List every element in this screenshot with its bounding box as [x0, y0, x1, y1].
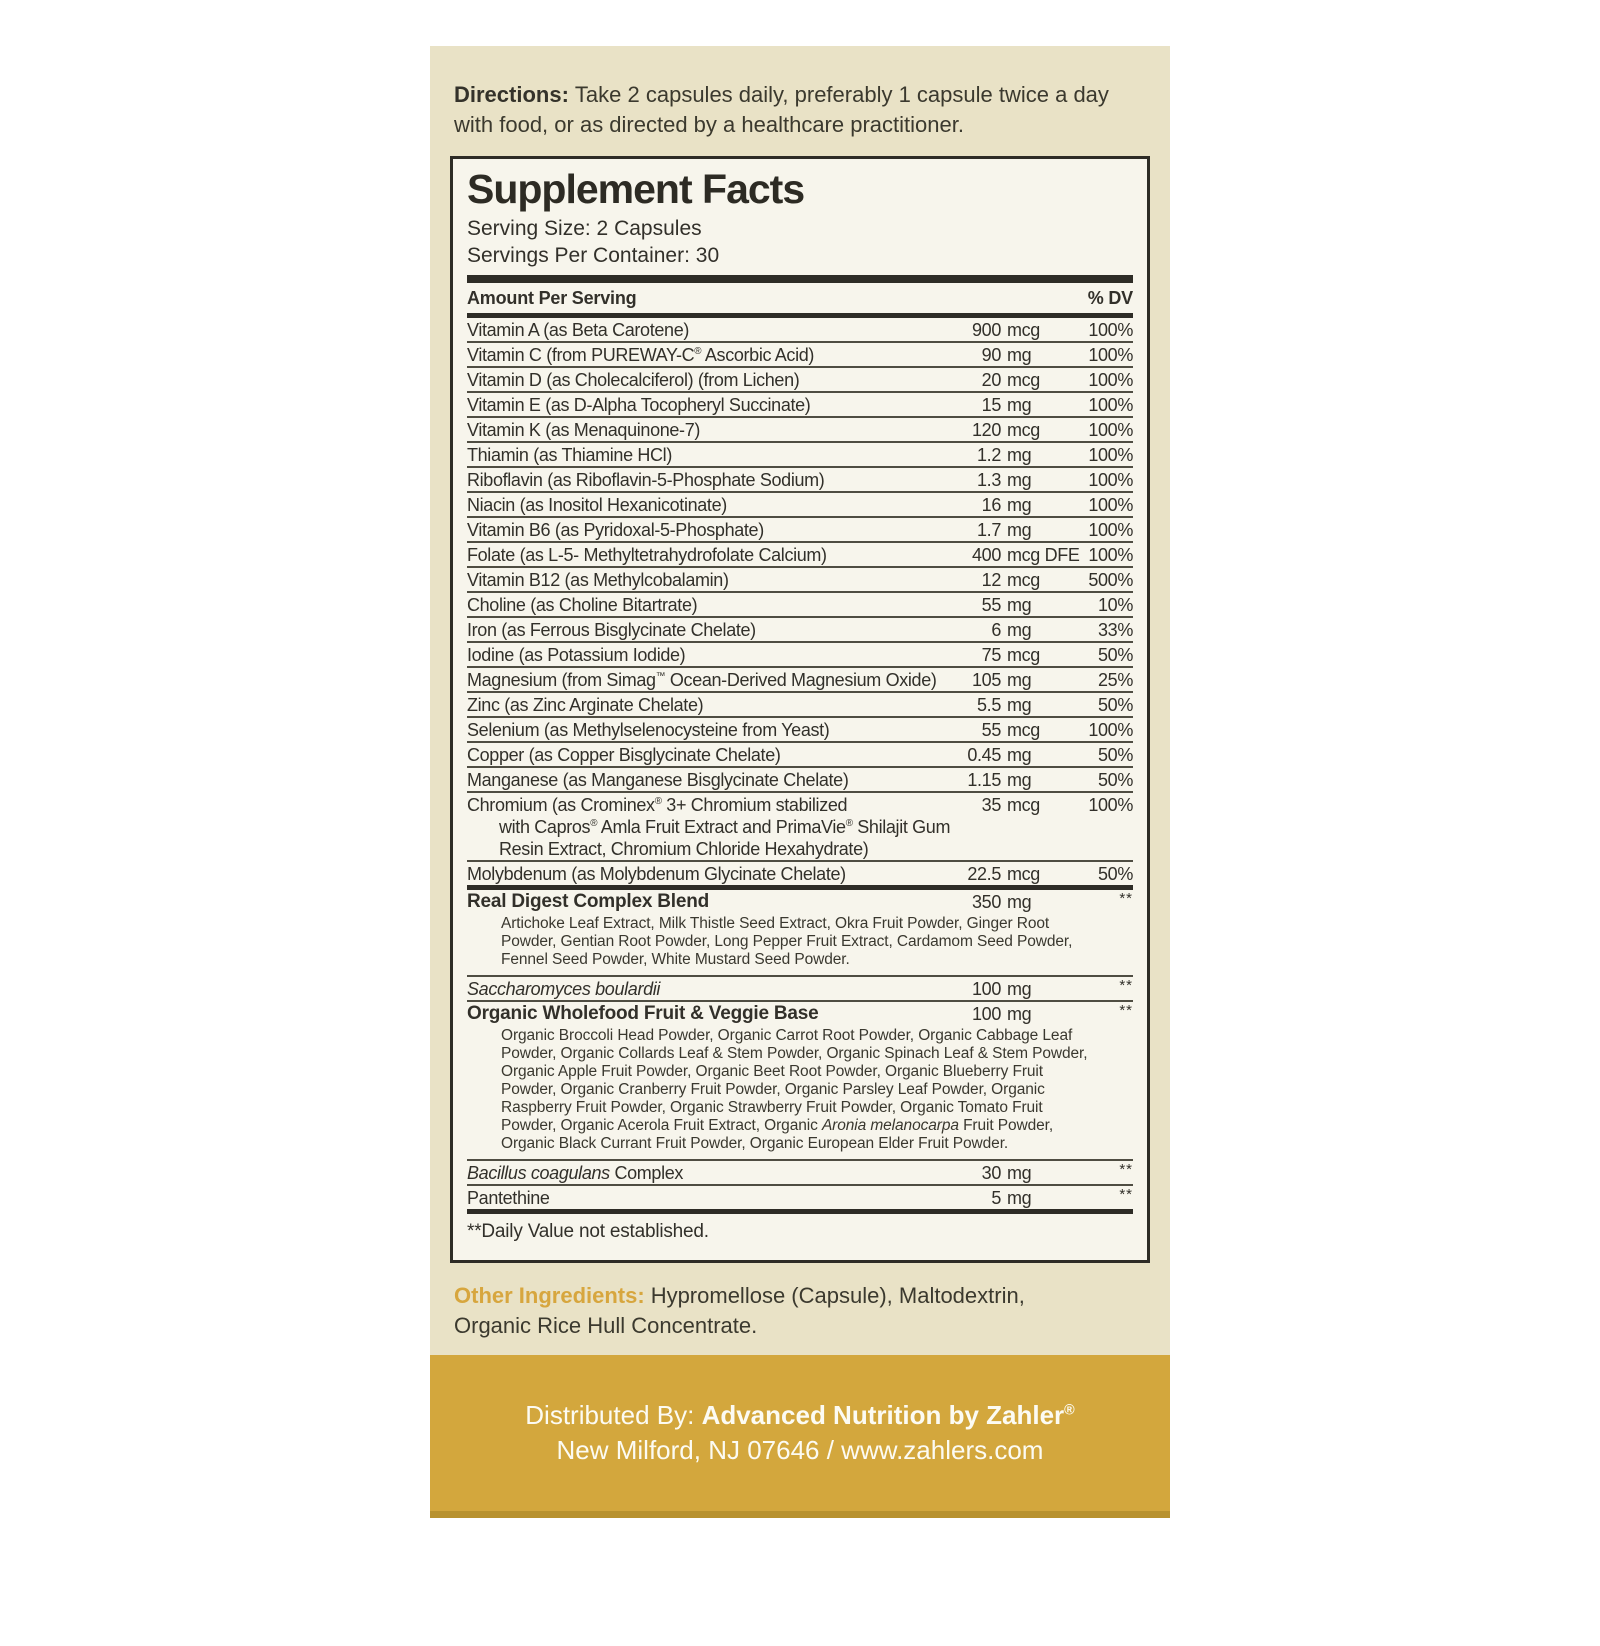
amount-unit: mcg	[1007, 645, 1040, 665]
supplement-facts-panel	[450, 156, 1150, 1263]
ingredient-amount	[959, 695, 1079, 715]
fact-row	[467, 718, 1133, 741]
fact-row	[467, 768, 1133, 791]
ingredient-dv: 100%	[1088, 720, 1133, 740]
servings-per-container: Servings Per Container: 30	[467, 244, 720, 267]
ingredient-name: Selenium (as Methylselenocysteine from Yeast)	[467, 720, 830, 740]
ingredient-amount	[959, 570, 1079, 590]
dv-header: % DV	[1087, 288, 1133, 308]
amount-unit: mg	[1007, 595, 1032, 615]
ingredient-dv: 100%	[1088, 445, 1133, 465]
distributor-line2: New Milford, NJ 07646 / www.zahlers.com	[556, 1435, 1044, 1465]
ingredient-name: Magnesium (from Simag™ Ocean-Derived Magnesium Oxide)	[467, 670, 937, 690]
ingredient-dv: 10%	[1098, 595, 1133, 615]
fact-row	[467, 418, 1133, 441]
ingredient-name: Manganese (as Manganese Bisglycinate Chelate)	[467, 770, 849, 790]
amount-unit: mcg	[1007, 570, 1040, 590]
amount-number: 1.2	[977, 445, 1001, 465]
ingredient-name-continued: with Capros® Amla Fruit Extract and PrimaVie® Shilajit Gum	[499, 817, 951, 837]
ingredient-dv: **	[1119, 1002, 1133, 1019]
fact-row	[467, 568, 1133, 591]
ingredient-dv: **	[1119, 890, 1133, 907]
fact-row	[467, 318, 1133, 341]
fact-rows	[467, 318, 1133, 1214]
ingredient-amount	[959, 1004, 1079, 1024]
amount-unit: mg	[1007, 1163, 1032, 1183]
ingredient-amount	[959, 670, 1079, 690]
fact-row	[467, 643, 1133, 666]
other-ingredients-text: Hypromellose (Capsule), Maltodextrin, Organic Rice Hull Concentrate.	[454, 1283, 1025, 1338]
ingredient-amount	[959, 520, 1079, 540]
ingredient-dv: 25%	[1098, 670, 1133, 690]
ingredient-name: Folate (as L-5- Methyltetrahydrofolate Calcium)	[467, 545, 827, 565]
amount-unit: mg	[1007, 892, 1032, 912]
directions-label: Directions:	[454, 82, 569, 107]
amount-number: 5.5	[977, 695, 1001, 715]
ingredient-dv: 100%	[1088, 795, 1133, 815]
ingredient-name: Pantethine	[467, 1188, 550, 1208]
ingredient-dv: 100%	[1088, 320, 1133, 340]
directions	[430, 46, 1140, 156]
fact-row	[467, 518, 1133, 541]
ingredient-name: Iron (as Ferrous Bisglycinate Chelate)	[467, 620, 756, 640]
blend-components: Artichoke Leaf Extract, Milk Thistle Seed Extract, Okra Fruit Powder, Ginger Root Powder, Gentian Root Powder, Long Pepper Fruit Extract, Cardamom Seed Powder, Fennel Seed Powder, White Mustard Seed Powder.	[501, 915, 1073, 968]
ingredient-name: Vitamin K (as Menaquinone-7)	[467, 420, 700, 440]
amount-number: 100	[972, 979, 1001, 999]
ingredient-amount	[959, 470, 1079, 490]
distributor-line1	[525, 1398, 1074, 1433]
ingredient-name: Vitamin A (as Beta Carotene)	[467, 320, 689, 340]
amount-number: 90	[981, 345, 1001, 365]
ingredient-name-continued: Resin Extract, Chromium Chloride Hexahydrate)	[499, 839, 869, 859]
amount-number: 100	[972, 1004, 1001, 1024]
ingredient-dv: 50%	[1098, 645, 1133, 665]
ingredient-name: Vitamin D (as Cholecalciferol) (from Lichen)	[467, 370, 800, 390]
amount-number: 55	[981, 595, 1001, 615]
ingredient-dv: 33%	[1098, 620, 1133, 640]
ingredient-amount	[959, 1163, 1079, 1183]
fact-row	[467, 593, 1133, 616]
ingredient-dv: 50%	[1098, 745, 1133, 765]
other-ingredients-label: Other Ingredients:	[454, 1283, 645, 1308]
ingredient-name: Vitamin C (from PUREWAY-C® Ascorbic Acid)	[467, 345, 815, 365]
ingredient-amount	[959, 770, 1079, 790]
amount-unit: mg	[1007, 445, 1032, 465]
fact-row	[467, 890, 1133, 913]
fact-row	[467, 443, 1133, 466]
amount-number: 1.3	[977, 470, 1001, 490]
fact-row	[467, 368, 1133, 391]
amount-number: 16	[981, 495, 1001, 515]
amount-number: 1.7	[977, 520, 1001, 540]
ingredient-amount	[959, 645, 1079, 665]
amount-per-serving-header: Amount Per Serving	[467, 288, 637, 308]
panel-title: Supplement Facts	[467, 166, 805, 212]
amount-number: 120	[972, 420, 1001, 440]
ingredient-amount	[959, 445, 1079, 465]
amount-number: 12	[981, 570, 1001, 590]
ingredient-name: Zinc (as Zinc Arginate Chelate)	[467, 695, 704, 715]
amount-unit: mg	[1007, 395, 1032, 415]
ingredient-name: Vitamin E (as D-Alpha Tocopheryl Succinate)	[467, 395, 811, 415]
ingredient-name: Organic Wholefood Fruit & Veggie Base	[467, 1003, 819, 1024]
amount-unit: mcg	[1007, 320, 1040, 340]
ingredient-amount	[959, 795, 1079, 815]
amount-unit: mcg	[1007, 720, 1040, 740]
ingredient-dv: 500%	[1088, 570, 1133, 590]
ingredient-dv: 100%	[1088, 420, 1133, 440]
ingredient-name: Real Digest Complex Blend	[467, 891, 710, 912]
amount-unit: mg	[1007, 1004, 1032, 1024]
fact-row	[467, 743, 1133, 766]
ingredient-name: Riboflavin (as Riboflavin-5-Phosphate Sodium)	[467, 470, 825, 490]
distributed-by-label: Distributed By:	[525, 1400, 702, 1430]
ingredient-amount	[959, 395, 1079, 415]
amount-number: 350	[972, 892, 1001, 912]
ingredient-name: Molybdenum (as Molybdenum Glycinate Chelate)	[467, 864, 846, 884]
ingredient-name: Iodine (as Potassium Iodide)	[467, 645, 686, 665]
supplement-label	[430, 46, 1170, 1518]
ingredient-name: Choline (as Choline Bitartrate)	[467, 595, 698, 615]
distributor-band	[430, 1355, 1170, 1518]
fact-row	[467, 618, 1133, 641]
amount-number: 20	[981, 370, 1001, 390]
amount-unit: mg	[1007, 620, 1032, 640]
amount-number: 35	[981, 795, 1001, 815]
amount-number: 6	[991, 620, 1001, 640]
fact-row	[467, 1186, 1133, 1209]
fact-row	[467, 862, 1133, 885]
amount-number: 30	[981, 1163, 1001, 1183]
ingredient-dv: **	[1119, 1161, 1133, 1178]
ingredient-dv: **	[1119, 1186, 1133, 1203]
blend-components: Organic Broccoli Head Powder, Organic Carrot Root Powder, Organic Cabbage Leaf Powder, Organic Collards Leaf & Stem Powder, Organic Spinach Leaf & Stem Powder, Organic Apple Fruit Powder, Organic Beet Root Powder, Organic Blueberry Fruit Powder, Organic Cranberry Fruit Powder, Organic Parsley Leaf Powder, Organic Raspberry Fruit Powder, Organic Strawberry Fruit Powder, Organic Tomato Fruit Powder, Organic Acerola Fruit Extract, Organic Aronia melanocarpa Fruit Powder, Organic Black Currant Fruit Powder, Organic European Elder Fruit Powder.	[501, 1027, 1088, 1152]
ingredient-amount	[959, 1188, 1079, 1208]
fact-row	[467, 977, 1133, 1000]
serving-size: Serving Size: 2 Capsules	[467, 217, 702, 240]
amount-unit: mg	[1007, 520, 1032, 540]
ingredient-amount	[959, 495, 1079, 515]
ingredient-dv: 100%	[1088, 495, 1133, 515]
ingredient-dv: 50%	[1098, 695, 1133, 715]
ingredient-dv: 100%	[1088, 395, 1133, 415]
amount-number: 1.15	[967, 770, 1001, 790]
ingredient-dv: 100%	[1088, 370, 1133, 390]
ingredient-amount	[959, 420, 1079, 440]
ingredient-name: Bacillus coagulans Complex	[467, 1163, 684, 1183]
amount-number: 400	[972, 545, 1001, 565]
fact-row	[467, 543, 1133, 566]
ingredient-amount	[959, 620, 1079, 640]
amount-unit: mcg	[1007, 420, 1040, 440]
fact-row	[467, 1002, 1133, 1025]
ingredient-amount	[959, 545, 1079, 565]
ingredient-dv: 100%	[1088, 470, 1133, 490]
amount-unit: mg	[1007, 470, 1032, 490]
fact-row	[467, 668, 1133, 691]
amount-unit: mg	[1007, 770, 1032, 790]
ingredient-dv: 50%	[1098, 770, 1133, 790]
ingredient-name: Niacin (as Inositol Hexanicotinate)	[467, 495, 727, 515]
ingredient-amount	[959, 595, 1079, 615]
fact-row	[467, 493, 1133, 516]
ingredient-amount	[959, 370, 1079, 390]
fact-row	[467, 468, 1133, 491]
other-ingredients	[430, 1263, 1100, 1341]
ingredient-amount	[959, 745, 1079, 765]
amount-number: 15	[981, 395, 1001, 415]
ingredient-name: Vitamin B6 (as Pyridoxal-5-Phosphate)	[467, 520, 764, 540]
ingredient-name: Chromium (as Crominex® 3+ Chromium stabilized	[467, 795, 848, 815]
fact-row	[467, 1161, 1133, 1184]
amount-unit: mg	[1007, 979, 1032, 999]
amount-unit: mcg	[1007, 370, 1040, 390]
fact-row	[467, 343, 1133, 366]
ingredient-name: Saccharomyces boulardii	[467, 979, 661, 999]
ingredient-name: Thiamin (as Thiamine HCl)	[467, 445, 672, 465]
amount-unit: mg	[1007, 495, 1032, 515]
column-headers	[467, 283, 1133, 313]
amount-number: 900	[972, 320, 1001, 340]
amount-number: 105	[972, 670, 1001, 690]
amount-unit: mcg	[1007, 795, 1040, 815]
ingredient-name: Copper (as Copper Bisglycinate Chelate)	[467, 745, 781, 765]
ingredient-amount	[959, 892, 1079, 912]
ingredient-dv: **	[1119, 977, 1133, 994]
amount-unit: mg	[1007, 345, 1032, 365]
amount-unit: mg	[1007, 695, 1032, 715]
amount-number: 0.45	[967, 745, 1001, 765]
ingredient-dv: 100%	[1088, 520, 1133, 540]
fact-row	[467, 393, 1133, 416]
ingredient-dv: 100%	[1088, 545, 1133, 565]
dv-footnote: **Daily Value not established.	[467, 1221, 709, 1242]
amount-unit: mcg	[1007, 864, 1040, 884]
ingredient-name: Vitamin B12 (as Methylcobalamin)	[467, 570, 729, 590]
amount-unit: mg	[1007, 670, 1032, 690]
directions-text: Take 2 capsules daily, preferably 1 capsule twice a day with food, or as directed by a healthcare practitioner.	[454, 82, 1109, 137]
amount-unit: mcg DFE	[1007, 545, 1080, 565]
ingredient-dv: 50%	[1098, 864, 1133, 884]
ingredient-amount	[959, 979, 1079, 999]
distributor-name: Advanced Nutrition by Zahler®	[701, 1400, 1075, 1430]
amount-unit: mg	[1007, 745, 1032, 765]
ingredient-dv: 100%	[1088, 345, 1133, 365]
amount-number: 5	[991, 1188, 1001, 1208]
fact-row	[467, 793, 1133, 816]
ingredient-amount	[959, 720, 1079, 740]
amount-number: 75	[981, 645, 1001, 665]
amount-number: 22.5	[967, 864, 1001, 884]
ingredient-amount	[959, 320, 1079, 340]
ingredient-amount	[959, 345, 1079, 365]
fact-row	[467, 693, 1133, 716]
amount-unit: mg	[1007, 1188, 1032, 1208]
thick-divider	[467, 275, 1133, 283]
ingredient-amount	[959, 864, 1079, 884]
amount-number: 55	[981, 720, 1001, 740]
